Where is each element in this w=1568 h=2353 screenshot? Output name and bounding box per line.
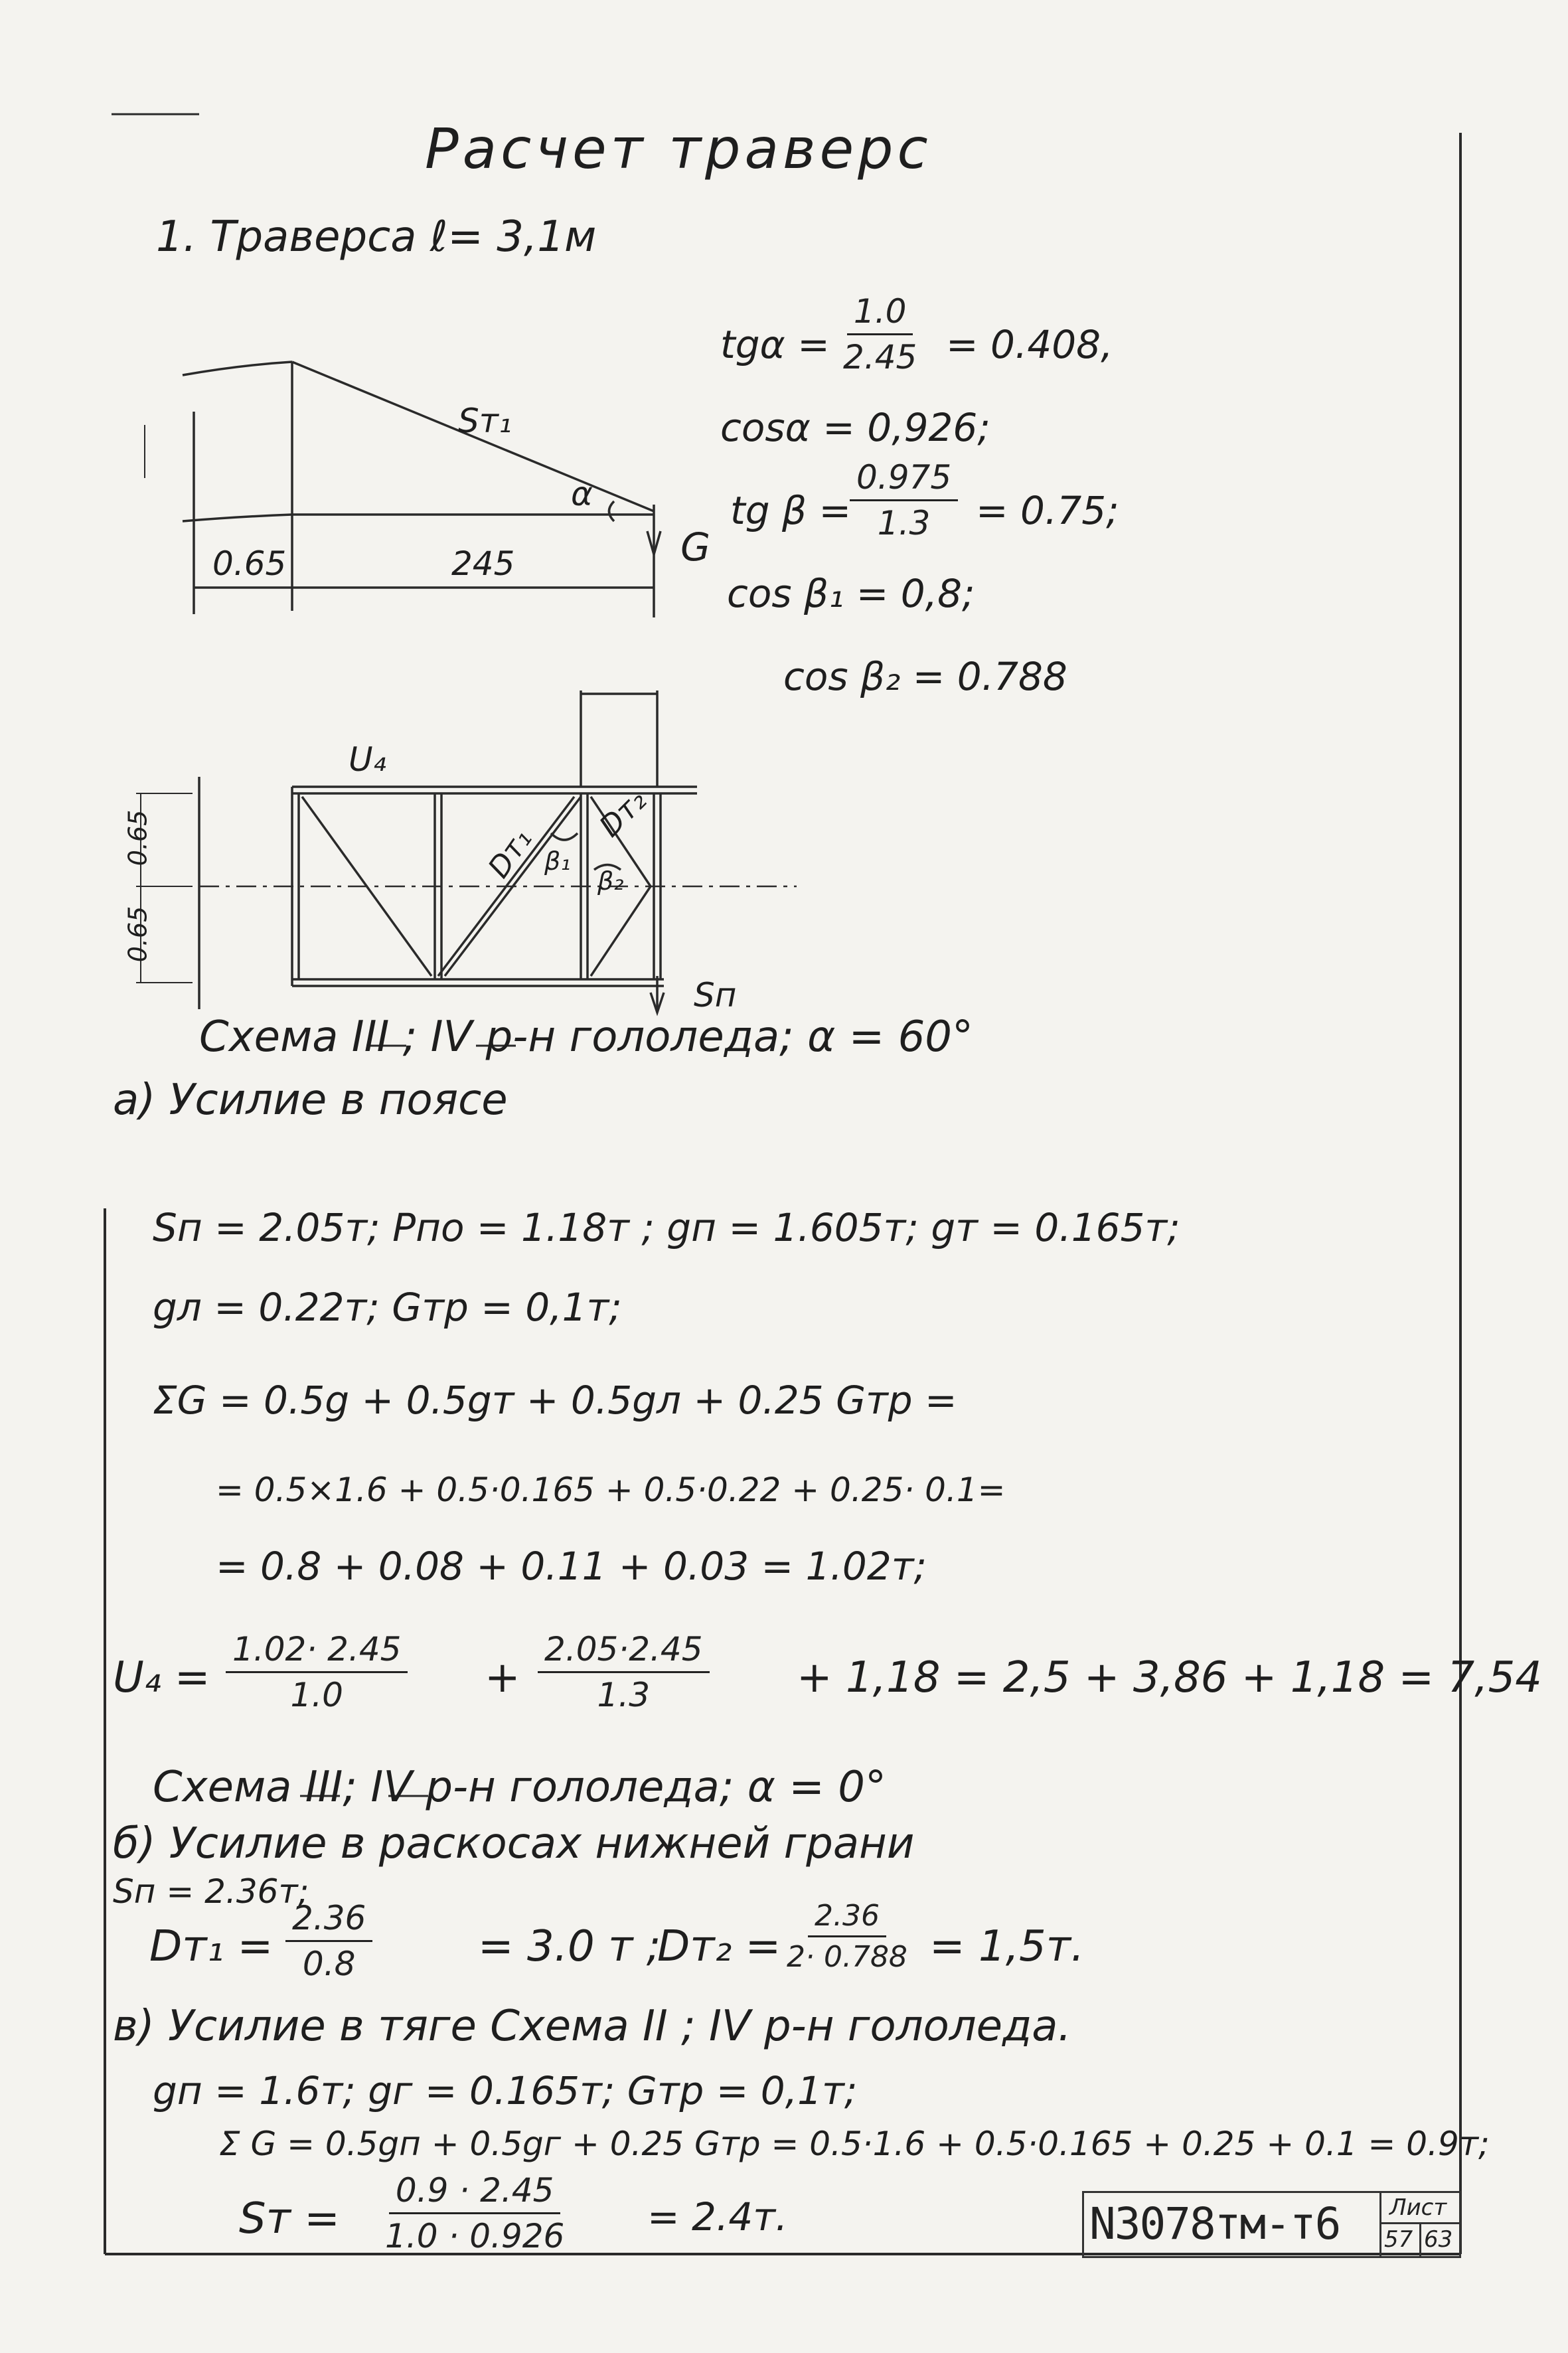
section-v-heading: в) Усилие в тяге Схема II ; IV р-н гололеда. [113,2002,1071,2051]
st-rhs: = 2.4т. [647,2194,788,2239]
section-b-heading: б) Усилие в раскосах нижней грани [113,1819,915,1868]
d1-denominator: 0.8 [302,1945,356,1983]
dim-0-65: 0.65 [212,544,287,583]
diagonal-d2-bottom [591,886,651,976]
label-beta1: β₁ [544,847,571,876]
tg-beta-numerator: 0.975 [850,458,958,501]
st-numerator: 0.9 · 2.45 [389,2171,561,2214]
u4-f2-numerator: 2.05·2.45 [538,1630,710,1673]
label-sn: Sп [694,976,737,1014]
traverse-plan-diagram [136,690,797,1013]
stamp-sheet-label: Лист [1389,2194,1447,2221]
page-title: Расчет траверс [425,116,932,181]
u4-plus: + [485,1653,520,1702]
tg-beta-denominator: 1.3 [877,504,931,542]
line-v-2: Σ G = 0.5gп + 0.5gг + 0.25 Gтр = 0.5·1.6 + 0.5·0.165 + 0.25 + 0.1 = 0.9т; [219,2125,1490,2163]
label-st1: Sт₁ [458,402,512,440]
dim-upper: 0.65 [123,809,153,866]
angle-alpha-arc [609,501,615,521]
stamp-sheet-total: 63 [1424,2226,1453,2253]
line-a-1: Sп = 2.05т; Pпо = 1.18т ; gп = 1.605т; gт = 0.165т; [153,1205,1180,1250]
tg-alpha-fraction [843,292,917,376]
column-bottom-curve [183,515,292,521]
line-a-2: gл = 0.22т; Gтр = 0,1т; [153,1285,622,1330]
cos-beta2: cos β₂ = 0.788 [783,654,1067,699]
cos-beta1: cos β₁ = 0,8; [727,571,975,616]
dim-lower: 0.65 [123,906,153,963]
label-d1: Dт₁ [481,823,539,884]
column-top-curve [183,362,292,375]
d1-numerator: 2.36 [285,1899,372,1942]
stamp-number: N3078тм-т6 [1089,2198,1340,2249]
label-u4: U₄ [349,740,386,779]
angle-beta1-arc [551,833,578,840]
u4-f1-denominator: 1.0 [290,1676,343,1714]
line-a-5: = 0.8 + 0.08 + 0.11 + 0.03 = 1.02т; [216,1544,927,1589]
d2-lhs: Dт₂ = [657,1922,781,1971]
u4-f1-numerator: 1.02· 2.45 [226,1630,408,1673]
line-v-1: gп = 1.6т; gг = 0.165т; Gтр = 0,1т; [153,2068,858,2113]
section-heading-traverse: 1. Траверса ℓ= 3,1м [156,212,597,262]
st-denominator: 1.0 · 0.926 [385,2217,565,2255]
u4-f2-denominator: 1.3 [597,1676,651,1714]
line-a-4: = 0.5×1.6 + 0.5·0.165 + 0.5·0.22 + 0.25· 0.1= [216,1471,1006,1509]
tg-alpha-numerator: 1.0 [847,292,913,335]
u4-lhs: U₄ = [113,1653,210,1702]
u4-fraction-1 [226,1630,408,1714]
cos-alpha: cosα = 0,926; [720,405,990,450]
u4-fraction-2 [538,1630,710,1714]
d2-denominator: 2· 0.788 [787,1940,907,1974]
dim-245: 245 [451,544,515,583]
label-g: G [680,525,710,570]
d2-fraction [787,1899,907,1974]
drawing-stamp [1082,2191,1461,2258]
line-a-3: ΣG = 0.5g + 0.5gт + 0.5gл + 0.25 Gтр = [153,1378,957,1423]
label-d2: Dт₂ [593,783,653,844]
tg-beta-rhs: = 0.75; [976,488,1119,533]
d1-fraction [285,1899,372,1983]
tg-alpha-rhs: = 0.408, [946,322,1113,367]
d2-numerator: 2.36 [808,1899,886,1937]
scheme-1-line: Схема III ; IV р-н гололеда; α = 60° [199,1013,973,1062]
section-a-heading: а) Усилие в поясе [113,1076,508,1125]
label-alpha: α [571,475,593,513]
tg-alpha-denominator: 2.45 [843,338,917,376]
label-beta2: β₂ [597,866,624,896]
tg-beta-fraction [850,458,958,542]
scheme-2-line: Схема III; IV р-н гололеда; α = 0° [153,1763,886,1812]
d2-rhs: = 1,5т. [929,1922,1085,1971]
u4-rest: + 1,18 = 2,5 + 3,86 + 1,18 = 7,54 [797,1653,1542,1702]
st-lhs: Sт = [239,2194,340,2243]
st-fraction [385,2171,564,2255]
d1-lhs: Dт₁ = [149,1922,274,1971]
sn-b: Sп = 2.36т; [113,1872,309,1911]
tg-beta-lhs: tg β = [730,488,852,533]
d1-rhs: = 3.0 т ; [478,1922,661,1971]
tg-alpha-lhs: tgα = [720,322,830,367]
stamp-sheet-number: 57 [1384,2226,1413,2253]
